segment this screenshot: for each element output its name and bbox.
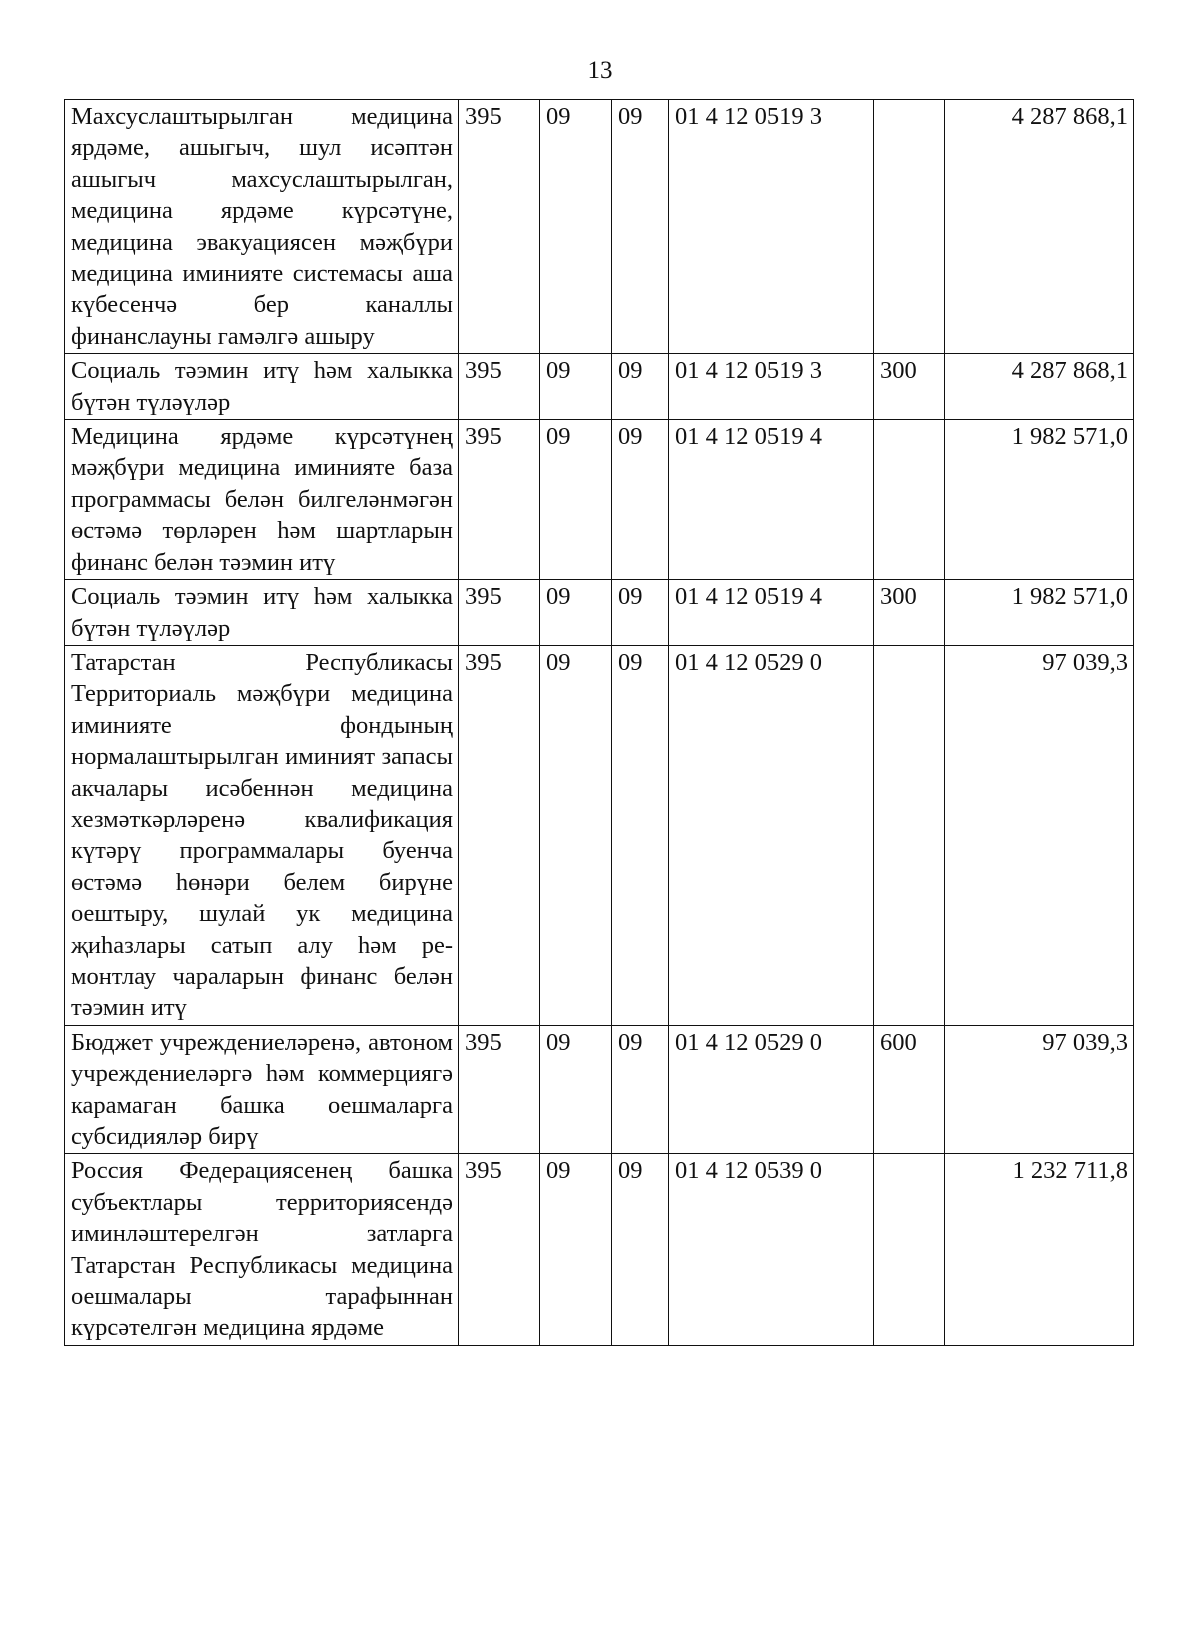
section-code: 09 [540, 100, 612, 354]
target-article-code: 01 4 12 0519 3 [669, 354, 874, 420]
table-row [65, 100, 1134, 354]
ministry-code: 395 [459, 100, 540, 354]
target-article-code: 01 4 12 0519 3 [669, 100, 874, 354]
ministry-code: 395 [459, 580, 540, 646]
expense-type-code: 600 [874, 1025, 945, 1154]
amount: 97 039,3 [945, 645, 1134, 1025]
amount: 97 039,3 [945, 1025, 1134, 1154]
subsection-code: 09 [612, 420, 669, 580]
table-row [65, 580, 1134, 646]
ministry-code: 395 [459, 354, 540, 420]
page-number: 13 [587, 57, 613, 84]
target-article-code: 01 4 12 0519 4 [669, 420, 874, 580]
section-code: 09 [540, 580, 612, 646]
row-description: Россия Федерациясенең башка субъектлары территориясендә иминләштерелгән затларга Татарстан Республикасы медицина оешмалары тарафыннан күрсәтелгән медицина ярдәме [65, 1154, 459, 1345]
table-row [65, 645, 1134, 1025]
expense-type-code: 300 [874, 354, 945, 420]
amount: 1 982 571,0 [945, 580, 1134, 646]
target-article-code: 01 4 12 0529 0 [669, 645, 874, 1025]
subsection-code: 09 [612, 1154, 669, 1345]
amount: 1 982 571,0 [945, 420, 1134, 580]
target-article-code: 01 4 12 0539 0 [669, 1154, 874, 1345]
budget-table [64, 99, 1134, 1346]
table-row [65, 1154, 1134, 1345]
section-code: 09 [540, 1025, 612, 1154]
subsection-code: 09 [612, 100, 669, 354]
expense-type-code [874, 100, 945, 354]
ministry-code: 395 [459, 420, 540, 580]
table-row [65, 1025, 1134, 1154]
subsection-code: 09 [612, 354, 669, 420]
section-code: 09 [540, 645, 612, 1025]
subsection-code: 09 [612, 580, 669, 646]
section-code: 09 [540, 354, 612, 420]
section-code: 09 [540, 1154, 612, 1345]
table-row [65, 420, 1134, 580]
row-description: Татарстан Республикасы Территориаль мәҗбүри медицина иминияте фондының нормалаштырылган иминият запасы акчалары исәбеннән медицина хезмәткәрләренә квалификация күтәрү программалары буенча өстәмә һөнәри белем бирүне оештыру, шулай ук медицина җиһазлары сатып алу һәм ремонтлау чараларын финанс белән тәэмин итү [65, 645, 459, 1025]
subsection-code: 09 [612, 1025, 669, 1154]
row-description: Медицина ярдәме күрсәтүнең мәҗбүри медицина иминияте база программасы белән билгеләнмәгән өстәмә төрләрен һәм шартларын финанс белән тәэмин итү [65, 420, 459, 580]
amount: 1 232 711,8 [945, 1154, 1134, 1345]
row-description: Социаль тәэмин итү һәм халыкка бүтән түләүләр [65, 354, 459, 420]
section-code: 09 [540, 420, 612, 580]
expense-type-code [874, 1154, 945, 1345]
subsection-code: 09 [612, 645, 669, 1025]
row-description: Социаль тәэмин итү һәм халыкка бүтән түләүләр [65, 580, 459, 646]
amount: 4 287 868,1 [945, 100, 1134, 354]
ministry-code: 395 [459, 1025, 540, 1154]
table-row [65, 354, 1134, 420]
row-description: Бюджет учреждениеләренә, автоном учреждениеләргә һәм коммерциягә карамаган башка оешмаларга субсидияләр бирү [65, 1025, 459, 1154]
expense-type-code [874, 645, 945, 1025]
amount: 4 287 868,1 [945, 354, 1134, 420]
target-article-code: 01 4 12 0519 4 [669, 580, 874, 646]
row-description: Махсуслаштырылган медицина ярдәме, ашыгыч, шул исәптән ашыгыч махсуслаштырылган, медицина ярдәме күрсәтүне, медицина эвакуациясен мәҗбүри медицина иминияте системасы аша күбесенчә бер каналлы финанслауны гамәлгә ашыру [65, 100, 459, 354]
ministry-code: 395 [459, 645, 540, 1025]
ministry-code: 395 [459, 1154, 540, 1345]
target-article-code: 01 4 12 0529 0 [669, 1025, 874, 1154]
expense-type-code [874, 420, 945, 580]
expense-type-code: 300 [874, 580, 945, 646]
